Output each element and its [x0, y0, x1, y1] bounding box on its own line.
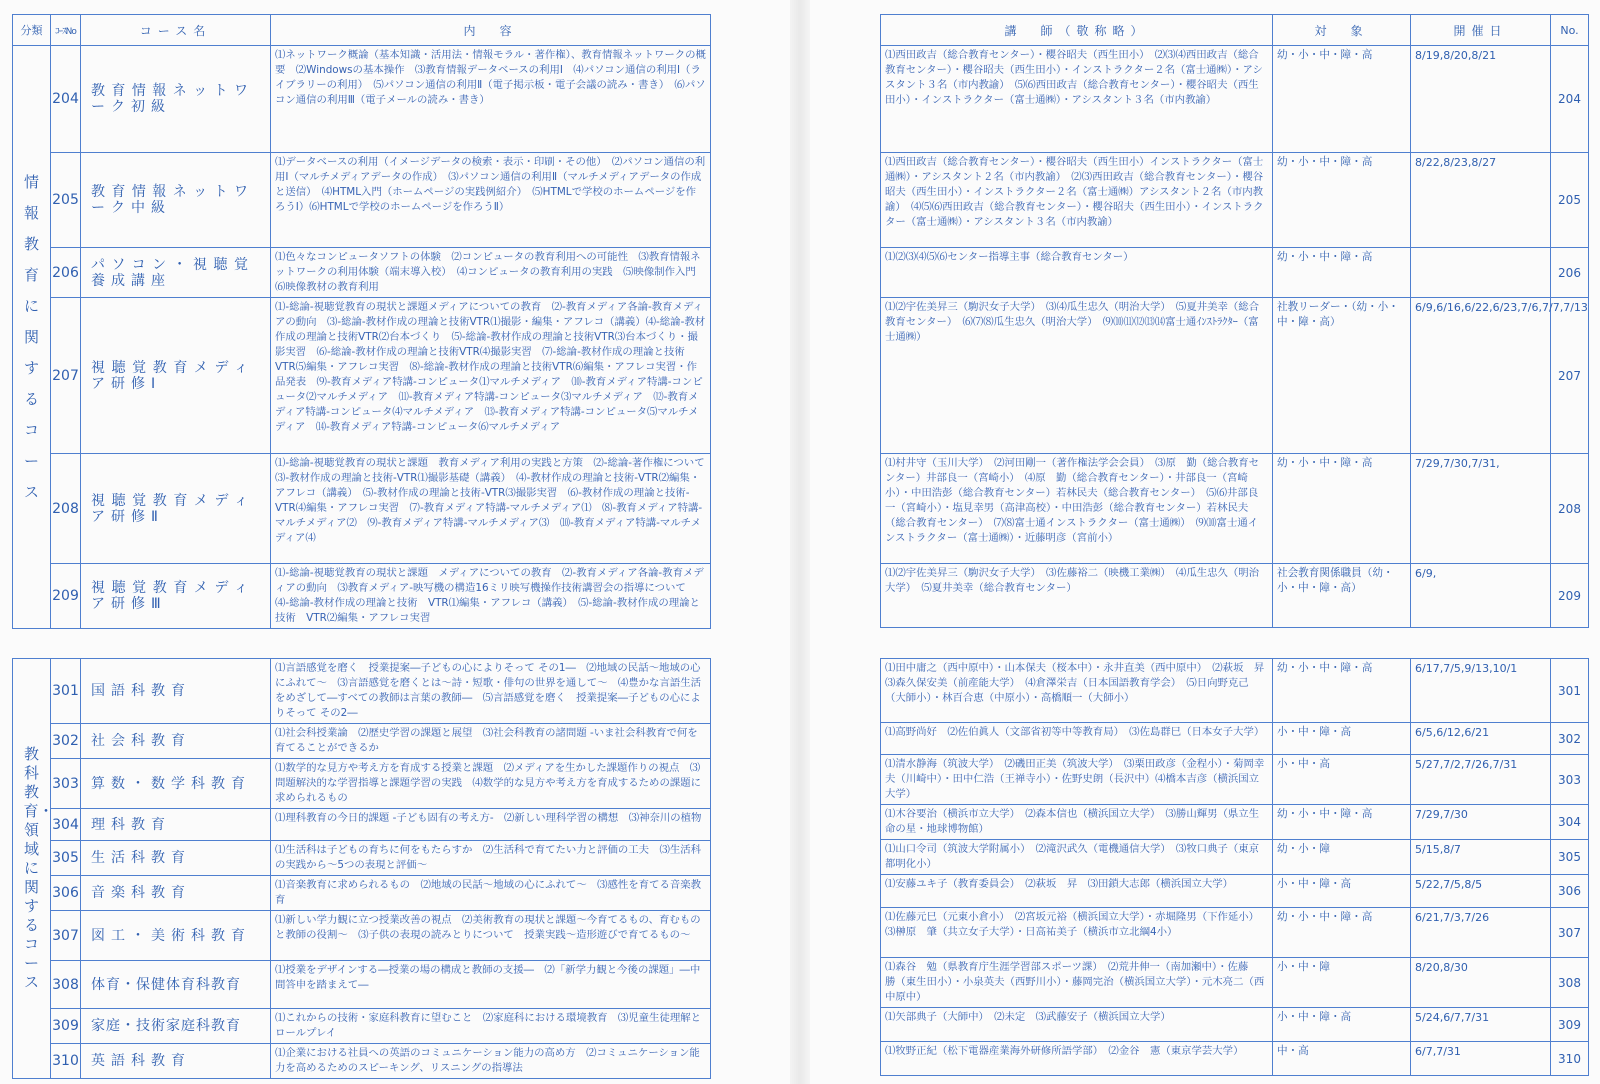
- course-no: 307: [51, 911, 81, 961]
- info-lecturer-table: [880, 14, 1589, 628]
- dates-cell: 5/27,7/2,7/26,7/31: [1411, 755, 1551, 805]
- table-row: [881, 1042, 1589, 1076]
- target-cell: 社教リーダー・（幼・小・中・障・高）: [1273, 298, 1411, 454]
- table-row: [881, 153, 1589, 248]
- table-row: [13, 46, 711, 153]
- table-row: [881, 1008, 1589, 1042]
- course-content: ⑴授業をデザインする―授業の場の構成と教師の支援― ⑵「新学力観と今後の課題」―中間答申を踏まえて―: [271, 961, 711, 1009]
- table-header-row: [13, 15, 711, 46]
- course-content: ⑴社会科授業論 ⑵歴史学習の課題と展望 ⑶社会科教育の諸問題 -いま社会科教育で何を育てることができるか: [271, 724, 711, 759]
- course-name: 音楽科教育: [81, 876, 271, 911]
- table-row: [881, 958, 1589, 1008]
- lecturer-cell: ⑴牧野正紀（松下電器産業海外研修所語学部） ⑵金谷 憲（東京学芸大学）: [881, 1042, 1273, 1076]
- course-content: ⑴新しい学力観に立つ授業改善の視点 ⑵美術教育の現状と課題～今育てるもの、育むものと教師の役割～ ⑶子供の表現の読みとりについて 授業実践～造形遊びで育てるもの～: [271, 911, 711, 961]
- table-row: [881, 755, 1589, 805]
- lecturer-cell: ⑴⑵宇佐美昇三（駒沢女子大学） ⑶⑷瓜生忠久（明治大学） ⑸夏井美幸（総合教育センター） ⑹⑺⑻瓜生忠久（明治大学） ⑼⑽⑾⑿⒀⒁富士通ｲﾝｽﾄﾗｸﾀｰ（富士通㈱）: [881, 298, 1273, 454]
- course-content: ⑴-総論-視聴覚教育の現状と課題 メディアについての教育 ⑵-教育メディア各論-教育メディアの動向 ⑶教育メディア-映写機の構造16ミリ映写機操作技術講習会の指導について ⑷-総論-教材作成の理論と技術 VTR⑴編集・アフレコ（講義） ⑸-総論-教材作成の理論と技術 VTR⑵編集・アフレコ実習: [271, 564, 711, 629]
- dates-cell: 6/9,: [1411, 564, 1551, 628]
- lecturer-cell: ⑴森谷 勉（県教育庁生涯学習部スポーツ課） ⑵荒井伸一（南加瀬中）・佐藤 勝（東生田小）・小泉英夫（西野川小）・藤岡完治（横浜国立大学）・元木亮二（西中原中）: [881, 958, 1273, 1008]
- course-name: 視聴覚教育メディア研修Ⅱ: [81, 454, 271, 564]
- table-row: [881, 805, 1589, 840]
- table-row: [13, 961, 711, 1009]
- lecturer-cell: ⑴高野尚好 ⑵佐伯眞人（文部省初等中等教育局） ⑶佐島群巳（日本女子大学）: [881, 723, 1273, 755]
- target-cell: 社会教育関係職員（幼・小・中・障・高）: [1273, 564, 1411, 628]
- course-content: ⑴理科教育の今日的課題 -子ども固有の考え方- ⑵新しい理科学習の構想 ⑶神奈川の植物: [271, 809, 711, 841]
- dates-cell: 8/20,8/30: [1411, 958, 1551, 1008]
- subject-course-table: [12, 658, 711, 1079]
- course-content: ⑴言語感覚を磨く 授業提案―子どもの心によりそって その1― ⑵地域の民話～地域の心にふれて～ ⑶言語感覚を磨くとは～詩・短歌・俳句の世界を通して～ ⑷豊かな言語生活をめざして―すべての教師は言葉の教師― ⑸言語感覚を磨く 授業提案―子どもの心によりそって その2―: [271, 659, 711, 724]
- course-no-right: 205: [1551, 153, 1589, 248]
- lecturer-cell: ⑴清水静海（筑波大学） ⑵磯田正美（筑波大学） ⑶栗田政彦（金程小）・菊岡幸夫（川崎中）・田中仁浩（王禅寺小）・佐野史朗（長沢中）⑷橋本吉彦（横浜国立大学）: [881, 755, 1273, 805]
- target-cell: 幼・小・中・障・高: [1273, 46, 1411, 153]
- target-cell: 幼・小・中・障・高: [1273, 248, 1411, 298]
- course-no-right: 204: [1551, 46, 1589, 153]
- course-content: ⑴企業における社員への英語のコミュニケーション能力の高め方 ⑵コミュニケーション能力を高めるためのスピーキング、リスニングの指導法: [271, 1044, 711, 1079]
- lecturer-cell: ⑴田中庸之（西中原中）・山本保夫（桜本中）・永井直美（西中原中） ⑵萩坂 昇 ⑶森久保安美（前産能大学） ⑷倉澤栄吉（日本国語教育学会） ⑸日向野克己（大師小）・林百合恵（中原小）・高橋順一（大師小）: [881, 659, 1273, 723]
- course-no: 204: [51, 46, 81, 153]
- table-row: [881, 723, 1589, 755]
- table-row: [881, 840, 1589, 875]
- table-row: [881, 298, 1589, 454]
- lecturer-cell: ⑴⑵宇佐美昇三（駒沢女子大学） ⑶佐藤裕二（映機工業㈱） ⑷瓜生忠久（明治大学） ⑸夏井美幸（総合教育センター）: [881, 564, 1273, 628]
- course-name: 生活科教育: [81, 841, 271, 876]
- course-no-right: 305: [1551, 840, 1589, 875]
- course-no-right: 302: [1551, 723, 1589, 755]
- course-no: 209: [51, 564, 81, 629]
- target-cell: 幼・小・中・障・高: [1273, 805, 1411, 840]
- course-no: 304: [51, 809, 81, 841]
- table-row: [881, 248, 1589, 298]
- course-name: 理科教育: [81, 809, 271, 841]
- course-name: 社会科教育: [81, 724, 271, 759]
- course-no-right: 209: [1551, 564, 1589, 628]
- course-content: ⑴ネットワーク概論（基本知識・活用法・情報モラル・著作権）、教育情報ネットワークの概要 ⑵Windowsの基本操作 ⑶教育情報データベースの利用Ⅰ ⑷パソコン通信の利用Ⅰ（ライブラリーの利用） ⑸パソコン通信の利用Ⅱ（電子掲示板・電子会議の読み・書き） ⑹パソコン通信の利用Ⅲ（電子メールの読み・書き）: [271, 46, 711, 153]
- course-name: 図工・美術科教育: [81, 911, 271, 961]
- course-content: ⑴色々なコンピュータソフトの体験 ⑵コンピュータの教育利用への可能性 ⑶教育情報ネットワークの利用体験（端末導入校） ⑷コンピュータの教育利用の実践 ⑸映像制作入門 ⑹映像教材の教育利用: [271, 248, 711, 298]
- lecturer-cell: ⑴村井守（玉川大学） ⑵河田剛一（著作権法学会会員） ⑶原 勤（総合教育センター）井部良一（宮崎小） ⑷原 勤（総合教育センター）・井部良一（宮崎小）・中田浩彭（総合教育センター）若林民夫（総合教育センター） ⑸⑹井部良一（宮崎小）・塩見幸男（高津高校）・中田浩彭（総合教育センター）若林民夫（総合教育センター） ⑺⑻富士通インストラクター（富士通㈱） ⑼⑽富士通インストラクター（富士通㈱）・近藤明彦（宮前小）: [881, 454, 1273, 564]
- table-row: [881, 564, 1589, 628]
- dates-cell: 5/15,8/7: [1411, 840, 1551, 875]
- course-no-right: 301: [1551, 659, 1589, 723]
- course-no-right: 206: [1551, 248, 1589, 298]
- course-no-right: 208: [1551, 454, 1589, 564]
- header-category: 分類: [13, 15, 51, 46]
- course-no: 303: [51, 759, 81, 809]
- course-content: ⑴-総論-視聴覚教育の現状と課題 教育メディア利用の実践と方策 ⑵-総論-著作権について ⑶-教材作成の理論と技術-VTR⑴撮影基礎（講義） ⑷-教材作成の理論と技術-VTR⑵編集・アフレコ（講義） ⑸-教材作成の理論と技術-VTR⑶撮影実習 ⑹-教材作成の理論と技術-VTR⑷編集・アフレコ実習 ⑺-教育メディア特講-マルチメディア⑴ ⑻-教育メディア特講-マルチメディア⑵ ⑼-教育メディア特講-マルチメディア⑶ ⑽-教育メディア特講-マルチメディア⑷: [271, 454, 711, 564]
- table-row: [881, 659, 1589, 723]
- course-no: 205: [51, 153, 81, 248]
- course-no: 301: [51, 659, 81, 724]
- table-row: [13, 876, 711, 911]
- table-row: [13, 841, 711, 876]
- course-content: ⑴-総論-視聴覚教育の現状と課題メディアについての教育 ⑵-教育メディア各論-教育メディアの動向 ⑶-総論-教材作成の理論と技術VTR⑴撮影・編集・アフレコ（講義）⑷-総論-教材作成の理論と技術VTR⑵台本づくり ⑸-総論-教材作成の理論と技術VTR⑶台本づくり・撮影実習 ⑹-総論-教材作成の理論と技術VTR⑷撮影実習 ⑺-総論-教材作成の理論と技術VTR⑸編集・アフレコ実習 ⑻-総論-教材作成の理論と技術VTR⑹編集・アフレコ実習・作品発表 ⑼-教育メディア特講-コンピュータ⑴マルチメディア ⑽-教育メディア特講-コンピュータ⑵マルチメディア ⑾-教育メディア特講-コンピュータ⑶マルチメディア ⑿-教育メディア特講-コンピュータ⑷マルチメディア ⒀-教育メディア特講-コンピュータ⑸マルチメディア ⒁-教育メディア特講-コンピュータ⑹マルチメディア: [271, 298, 711, 454]
- table-row: [881, 908, 1589, 958]
- header-dates: 開催日: [1411, 15, 1551, 46]
- course-no-right: 304: [1551, 805, 1589, 840]
- dates-cell: [1411, 248, 1551, 298]
- course-no: 306: [51, 876, 81, 911]
- dates-cell: 6/7,7/31: [1411, 1042, 1551, 1076]
- target-cell: 小・中・障・高: [1273, 1008, 1411, 1042]
- dates-cell: 6/17,7/5,9/13,10/1: [1411, 659, 1551, 723]
- dates-cell: 7/29,7/30: [1411, 805, 1551, 840]
- lecturer-cell: ⑴安藤ユキ子（教育委員会） ⑵萩坂 昇 ⑶田鎖大志郎（横浜国立大学）: [881, 875, 1273, 908]
- course-no-right: 306: [1551, 875, 1589, 908]
- table-row: [13, 724, 711, 759]
- dates-cell: 5/22,7/5,8/5: [1411, 875, 1551, 908]
- course-content: ⑴これからの技術・家庭科教育に望むこと ⑵家庭科における環境教育 ⑶児童生徒理解とロールプレイ: [271, 1009, 711, 1044]
- table-row: [13, 1009, 711, 1044]
- target-cell: 小・中・高: [1273, 755, 1411, 805]
- course-name: 算数・数学科教育: [81, 759, 271, 809]
- table-row: [881, 454, 1589, 564]
- lecturer-cell: ⑴矢部典子（大師中） ⑵未定 ⑶武藤安子（横浜国立大学）: [881, 1008, 1273, 1042]
- course-name: 教育情報ネットワーク中級: [81, 153, 271, 248]
- course-no-right: 310: [1551, 1042, 1589, 1076]
- course-no-right: 303: [1551, 755, 1589, 805]
- lecturer-cell: ⑴山口令司（筑波大学附属小） ⑵滝沢武久（電機通信大学） ⑶牧口典子（東京都明化小）: [881, 840, 1273, 875]
- table-row: [13, 564, 711, 629]
- course-no: 310: [51, 1044, 81, 1079]
- category-cell: 教科教育・領域に関するコース: [13, 659, 51, 1079]
- course-name: 教育情報ネットワーク初級: [81, 46, 271, 153]
- table-row: [13, 809, 711, 841]
- lecturer-cell: ⑴木谷要治（横浜市立大学） ⑵森本信也（横浜国立大学） ⑶勝山輝男（県立生命の星・地球博物館）: [881, 805, 1273, 840]
- course-content: ⑴音楽教育に求められるもの ⑵地域の民話～地域の心にふれて～ ⑶感性を育てる音楽教育: [271, 876, 711, 911]
- course-no-right: 309: [1551, 1008, 1589, 1042]
- header-target: 対 象: [1273, 15, 1411, 46]
- dates-cell: 6/9,6/16,6/22,6/23,7/6,7/7,7/13: [1411, 298, 1551, 454]
- course-no: 207: [51, 298, 81, 454]
- table-row: [13, 153, 711, 248]
- target-cell: 幼・小・中・障・高: [1273, 153, 1411, 248]
- course-name: 視聴覚教育メディア研修Ⅲ: [81, 564, 271, 629]
- table-row: [13, 911, 711, 961]
- course-no: 206: [51, 248, 81, 298]
- course-no: 305: [51, 841, 81, 876]
- course-name: パソコン・視聴覚養成講座: [81, 248, 271, 298]
- target-cell: 中・高: [1273, 1042, 1411, 1076]
- header-course-name: コース名: [81, 15, 271, 46]
- info-course-table: [12, 14, 715, 629]
- dates-cell: 7/29,7/30,7/31,: [1411, 454, 1551, 564]
- target-cell: 幼・小・障: [1273, 840, 1411, 875]
- course-name: 体育・保健体育科教育: [81, 961, 271, 1009]
- course-no: 302: [51, 724, 81, 759]
- table-row: [13, 659, 711, 724]
- dates-cell: 8/22,8/23,8/27: [1411, 153, 1551, 248]
- course-no: 208: [51, 454, 81, 564]
- header-content: 内 容: [271, 15, 711, 46]
- course-no-right: 207: [1551, 298, 1589, 454]
- dates-cell: 6/21,7/3,7/26: [1411, 908, 1551, 958]
- course-name: 視聴覚教育メディア研修Ⅰ: [81, 298, 271, 454]
- page-gutter: [790, 0, 810, 1084]
- target-cell: 小・中・障・高: [1273, 723, 1411, 755]
- table-row: [13, 454, 711, 564]
- course-content: ⑴生活科は子どもの育ちに何をもたらすか ⑵生活科で育てたい力と評価の工夫 ⑶生活科の実践から～5つの表現と評価～: [271, 841, 711, 876]
- course-name: 家庭・技術家庭科教育: [81, 1009, 271, 1044]
- target-cell: 小・中・障・高: [1273, 875, 1411, 908]
- course-no: 309: [51, 1009, 81, 1044]
- category-cell: 情報教育に関するコース: [13, 46, 51, 629]
- course-content: ⑴数学的な見方や考え方を育成する授業と課題 ⑵メディアを生かした課題作りの視点 ⑶問題解決的な学習指導と課題学習の実践 ⑷数学的な見方や考え方を育成するための課題に求められるもの: [271, 759, 711, 809]
- target-cell: 幼・小・中・障・高: [1273, 659, 1411, 723]
- table-row: [881, 875, 1589, 908]
- header-no: No.: [1551, 15, 1589, 46]
- dates-cell: 6/5,6/12,6/21: [1411, 723, 1551, 755]
- table-row: [13, 248, 711, 298]
- header-lecturer: 講 師（敬称略）: [881, 15, 1273, 46]
- course-content: ⑴データベースの利用（イメージデータの検索・表示・印刷・その他） ⑵パソコン通信の利用Ⅰ（マルチメディアデータの作成） ⑶パソコン通信の利用Ⅱ（マルチメディアデータの作成と送信） ⑷HTML入門（ホームページの実践例紹介） ⑸HTMLで学校のホームページを作ろうⅠ）⑹HTMLで学校のホームページを作ろうⅡ）: [271, 153, 711, 248]
- lecturer-cell: ⑴⑵⑶⑷⑸⑹センター指導主事（総合教育センター）: [881, 248, 1273, 298]
- lecturer-cell: ⑴西田政吉（総合教育センター）・櫻谷昭夫（西生田小） ⑵⑶⑷西田政吉（総合教育センター）・櫻谷昭夫（西生田小）・インストラクター２名（富士通㈱）・アシスタント３名（市内教諭） ⑸⑹西田政吉（総合教育センター）・櫻谷昭夫（西生田小）・インストラクター（富士通㈱）・アシスタント３名（市内教諭）: [881, 46, 1273, 153]
- target-cell: 幼・小・中・障・高: [1273, 454, 1411, 564]
- course-no-right: 307: [1551, 908, 1589, 958]
- subject-lecturer-table: [880, 658, 1589, 1076]
- course-no-right: 308: [1551, 958, 1589, 1008]
- course-name: 英語科教育: [81, 1044, 271, 1079]
- course-name: 国語科教育: [81, 659, 271, 724]
- dates-cell: 5/24,6/7,7/31: [1411, 1008, 1551, 1042]
- table-header-row: [881, 15, 1589, 46]
- table-row: [881, 46, 1589, 153]
- course-no: 308: [51, 961, 81, 1009]
- header-course-no: ｺｰｽNo: [51, 15, 81, 46]
- lecturer-cell: ⑴佐藤元巳（元東小倉小） ⑵宮坂元裕（横浜国立大学）・赤堀隆男（下作延小） ⑶榊原 肇（共立女子大学）・日高祐美子（横浜市立北綱4小）: [881, 908, 1273, 958]
- target-cell: 幼・小・中・障・高: [1273, 908, 1411, 958]
- target-cell: 小・中・障: [1273, 958, 1411, 1008]
- table-row: [13, 759, 711, 809]
- lecturer-cell: ⑴西田政吉（総合教育センター）・櫻谷昭夫（西生田小）インストラクター（富士通㈱）・アシスタント２名（市内教諭） ⑵⑶西田政吉（総合教育センター）・櫻谷昭夫（西生田小）・インストラクター２名（富士通㈱）アシスタント２名（市内教諭） ⑷⑸⑹西田政吉（総合教育センター）・櫻谷昭夫（西生田小）・インストラクター（富士通㈱）・アシスタント３名（市内教諭）: [881, 153, 1273, 248]
- dates-cell: 8/19,8/20,8/21: [1411, 46, 1551, 153]
- table-row: [13, 1044, 711, 1079]
- table-row: [13, 298, 711, 454]
